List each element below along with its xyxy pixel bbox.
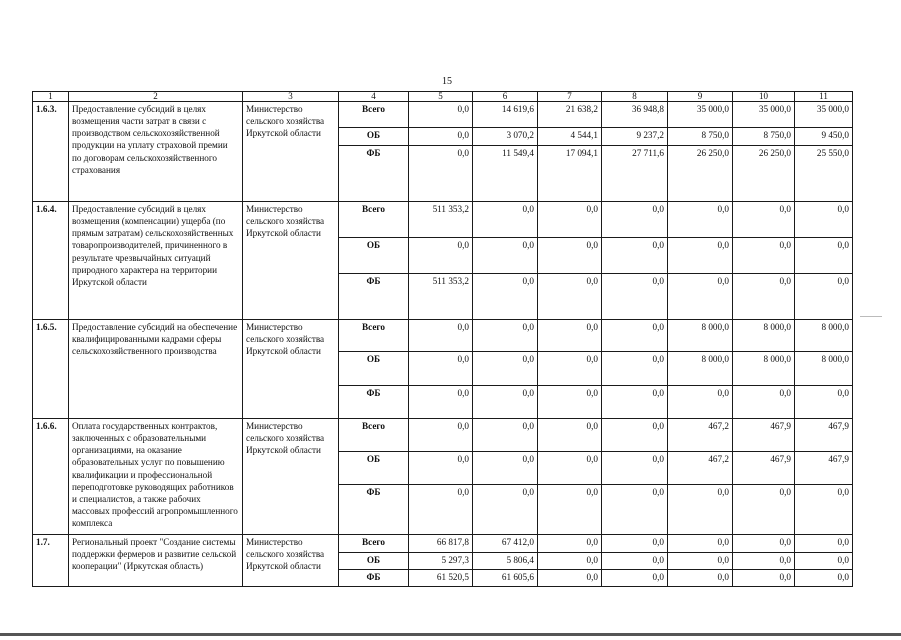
amount-cell: 0,0 — [795, 535, 853, 553]
row-code: 1.6.4. — [33, 202, 69, 320]
header-cell: 5 — [409, 92, 473, 102]
amount-cell: 0,0 — [733, 570, 795, 587]
amount-cell: 0,0 — [733, 553, 795, 570]
row-name: Предоставление субсидий в целях возмещения (компенсации) ущерба (по прямым затратам) сельскохозяйственных товаропроизводителей, причиненного в результате чрезвычайных ситуаций природного характера на территории Иркутской области — [69, 202, 243, 320]
table-row — [33, 535, 853, 553]
amount-cell: 0,0 — [668, 535, 733, 553]
amount-cell: 0,0 — [409, 485, 473, 535]
amount-cell: 9 237,2 — [602, 128, 668, 146]
amount-cell: 0,0 — [409, 146, 473, 202]
row-executor: Министерство сельского хозяйства Иркутской области — [243, 102, 339, 202]
row-code: 1.6.3. — [33, 102, 69, 202]
funding-source: Всего — [339, 535, 409, 553]
amount-cell: 0,0 — [538, 320, 602, 352]
row-code: 1.6.5. — [33, 320, 69, 419]
header-cell: 11 — [795, 92, 853, 102]
amount-cell: 21 638,2 — [538, 102, 602, 128]
amount-cell: 0,0 — [602, 386, 668, 419]
amount-cell: 8 000,0 — [733, 352, 795, 386]
amount-cell: 0,0 — [602, 238, 668, 274]
funding-source: ОБ — [339, 352, 409, 386]
amount-cell: 0,0 — [602, 202, 668, 238]
row-executor: Министерство сельского хозяйства Иркутской области — [243, 535, 339, 587]
amount-cell: 0,0 — [602, 274, 668, 320]
funding-source: ФБ — [339, 274, 409, 320]
amount-cell: 0,0 — [602, 419, 668, 452]
row-executor: Министерство сельского хозяйства Иркутской области — [243, 202, 339, 320]
amount-cell: 0,0 — [668, 485, 733, 535]
scan-mark — [860, 316, 882, 317]
amount-cell: 36 948,8 — [602, 102, 668, 128]
row-code: 1.6.6. — [33, 419, 69, 535]
funding-source: ФБ — [339, 485, 409, 535]
amount-cell: 8 000,0 — [668, 320, 733, 352]
amount-cell: 0,0 — [538, 202, 602, 238]
amount-cell: 67 412,0 — [473, 535, 538, 553]
amount-cell: 467,2 — [668, 452, 733, 485]
header-cell: 1 — [33, 92, 69, 102]
header-cell: 4 — [339, 92, 409, 102]
table-row — [33, 102, 853, 128]
amount-cell: 26 250,0 — [668, 146, 733, 202]
amount-cell: 511 353,2 — [409, 274, 473, 320]
amount-cell: 0,0 — [602, 485, 668, 535]
amount-cell: 0,0 — [795, 485, 853, 535]
amount-cell: 0,0 — [733, 485, 795, 535]
amount-cell: 0,0 — [668, 553, 733, 570]
amount-cell: 26 250,0 — [733, 146, 795, 202]
header-cell: 8 — [602, 92, 668, 102]
amount-cell: 61 605,6 — [473, 570, 538, 587]
row-executor: Министерство сельского хозяйства Иркутской области — [243, 419, 339, 535]
amount-cell: 8 750,0 — [733, 128, 795, 146]
header-cell: 3 — [243, 92, 339, 102]
amount-cell: 5 297,3 — [409, 553, 473, 570]
budget-table — [32, 91, 853, 587]
amount-cell: 0,0 — [409, 128, 473, 146]
amount-cell: 0,0 — [473, 452, 538, 485]
amount-cell: 0,0 — [473, 202, 538, 238]
amount-cell: 0,0 — [538, 553, 602, 570]
amount-cell: 0,0 — [795, 570, 853, 587]
funding-source: ОБ — [339, 128, 409, 146]
amount-cell: 467,9 — [733, 452, 795, 485]
amount-cell: 0,0 — [795, 238, 853, 274]
funding-source: ФБ — [339, 386, 409, 419]
funding-source: ОБ — [339, 452, 409, 485]
scan-border — [0, 633, 901, 636]
funding-source: Всего — [339, 202, 409, 238]
amount-cell: 0,0 — [538, 452, 602, 485]
amount-cell: 0,0 — [668, 238, 733, 274]
amount-cell: 0,0 — [668, 386, 733, 419]
amount-cell: 0,0 — [795, 202, 853, 238]
amount-cell: 467,9 — [733, 419, 795, 452]
row-name: Оплата государственных контрактов, заключенных с образовательными организациями, на оказание образовательных услуг по повышению квалификации и профессиональной переподготовке руководящих работников и специалистов, а также рабочих массовых профессий агропромышленного комплекса — [69, 419, 243, 535]
amount-cell: 0,0 — [733, 535, 795, 553]
header-cell: 6 — [473, 92, 538, 102]
amount-cell: 8 000,0 — [795, 320, 853, 352]
amount-cell: 0,0 — [473, 320, 538, 352]
table-body — [33, 102, 853, 587]
amount-cell: 5 806,4 — [473, 553, 538, 570]
amount-cell: 0,0 — [602, 535, 668, 553]
amount-cell: 27 711,6 — [602, 146, 668, 202]
amount-cell: 8 750,0 — [668, 128, 733, 146]
amount-cell: 8 000,0 — [795, 352, 853, 386]
amount-cell: 0,0 — [795, 386, 853, 419]
amount-cell: 0,0 — [409, 102, 473, 128]
row-name: Предоставление субсидий в целях возмещения части затрат в связи с производством сельскохозяйственной продукции на уплату страховой премии по договорам сельскохозяйственного страхования — [69, 102, 243, 202]
funding-source: ФБ — [339, 146, 409, 202]
amount-cell: 0,0 — [473, 485, 538, 535]
amount-cell: 11 549,4 — [473, 146, 538, 202]
amount-cell: 0,0 — [409, 238, 473, 274]
amount-cell: 0,0 — [409, 352, 473, 386]
header-row — [33, 92, 853, 102]
amount-cell: 35 000,0 — [668, 102, 733, 128]
amount-cell: 0,0 — [473, 352, 538, 386]
funding-source: Всего — [339, 102, 409, 128]
amount-cell: 0,0 — [795, 274, 853, 320]
header-cell: 9 — [668, 92, 733, 102]
amount-cell: 0,0 — [409, 452, 473, 485]
amount-cell: 0,0 — [733, 238, 795, 274]
amount-cell: 25 550,0 — [795, 146, 853, 202]
amount-cell: 467,9 — [795, 452, 853, 485]
amount-cell: 0,0 — [473, 386, 538, 419]
amount-cell: 0,0 — [602, 352, 668, 386]
amount-cell: 0,0 — [733, 386, 795, 419]
amount-cell: 0,0 — [409, 320, 473, 352]
amount-cell: 0,0 — [473, 274, 538, 320]
amount-cell: 35 000,0 — [795, 102, 853, 128]
row-name: Предоставление субсидий на обеспечение квалифицированными кадрами сферы сельскохозяйственного производства — [69, 320, 243, 419]
amount-cell: 35 000,0 — [733, 102, 795, 128]
amount-cell: 0,0 — [538, 274, 602, 320]
amount-cell: 0,0 — [538, 535, 602, 553]
table-row — [33, 202, 853, 238]
amount-cell: 0,0 — [668, 274, 733, 320]
amount-cell: 0,0 — [602, 553, 668, 570]
amount-cell: 9 450,0 — [795, 128, 853, 146]
amount-cell: 511 353,2 — [409, 202, 473, 238]
funding-source: ОБ — [339, 238, 409, 274]
header-cell: 10 — [733, 92, 795, 102]
amount-cell: 0,0 — [409, 386, 473, 419]
amount-cell: 0,0 — [409, 419, 473, 452]
amount-cell: 0,0 — [538, 352, 602, 386]
amount-cell: 0,0 — [668, 570, 733, 587]
amount-cell: 0,0 — [538, 386, 602, 419]
amount-cell: 0,0 — [733, 274, 795, 320]
funding-source: Всего — [339, 320, 409, 352]
funding-source: ФБ — [339, 570, 409, 587]
amount-cell: 8 000,0 — [733, 320, 795, 352]
amount-cell: 467,9 — [795, 419, 853, 452]
header-cell: 7 — [538, 92, 602, 102]
funding-source: Всего — [339, 419, 409, 452]
amount-cell: 0,0 — [602, 452, 668, 485]
amount-cell: 4 544,1 — [538, 128, 602, 146]
amount-cell: 0,0 — [473, 419, 538, 452]
amount-cell: 61 520,5 — [409, 570, 473, 587]
amount-cell: 14 619,6 — [473, 102, 538, 128]
row-code: 1.7. — [33, 535, 69, 587]
funding-source: ОБ — [339, 553, 409, 570]
row-name: Региональный проект "Создание системы поддержки фермеров и развитие сельской кооперации" (Иркутская область) — [69, 535, 243, 587]
page-number: 15 — [442, 76, 452, 87]
header-cell: 2 — [69, 92, 243, 102]
amount-cell: 0,0 — [795, 553, 853, 570]
amount-cell: 0,0 — [602, 320, 668, 352]
row-executor: Министерство сельского хозяйства Иркутской области — [243, 320, 339, 419]
amount-cell: 0,0 — [538, 419, 602, 452]
amount-cell: 0,0 — [733, 202, 795, 238]
amount-cell: 0,0 — [538, 485, 602, 535]
amount-cell: 3 070,2 — [473, 128, 538, 146]
amount-cell: 66 817,8 — [409, 535, 473, 553]
table-row — [33, 320, 853, 352]
amount-cell: 467,2 — [668, 419, 733, 452]
amount-cell: 0,0 — [473, 238, 538, 274]
amount-cell: 0,0 — [538, 238, 602, 274]
amount-cell: 17 094,1 — [538, 146, 602, 202]
amount-cell: 0,0 — [602, 570, 668, 587]
amount-cell: 8 000,0 — [668, 352, 733, 386]
table-row — [33, 419, 853, 452]
amount-cell: 0,0 — [668, 202, 733, 238]
amount-cell: 0,0 — [538, 570, 602, 587]
